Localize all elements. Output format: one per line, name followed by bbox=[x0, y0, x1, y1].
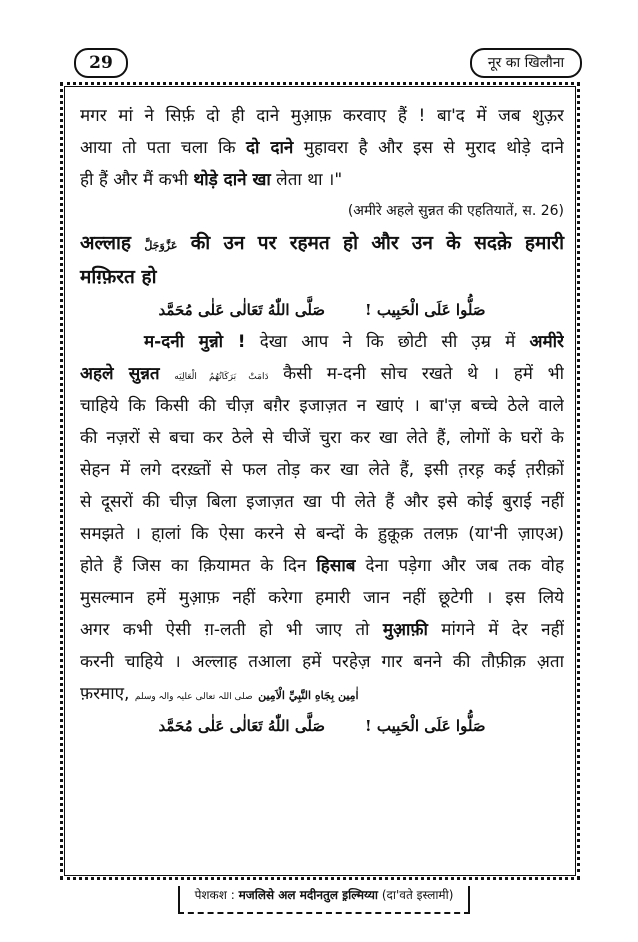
emphasis: म-दनी मुन्नो ! bbox=[144, 332, 246, 352]
text-line: मुसल्मान हमें मुआ़फ़ नहीं करेगा हमारी जान नहीं छूटेगी । इस लिये bbox=[80, 588, 564, 608]
arabic-honorific: صلی اللہ تعالی علیہ والہ وسلم bbox=[134, 692, 253, 702]
text-line: फ़रमाए, اٰمِين بِجَاهِ النَّبِيِّ الْاَمِين صلی اللہ تعالی علیہ والہ وسلم bbox=[80, 684, 359, 704]
emphasis: अहले सुन्नत bbox=[80, 364, 160, 384]
reference-citation: (अमीरे अहले सुन्नत की एहतियातें, स. 26) bbox=[347, 203, 564, 219]
text-line: होते हैं जिस का क़ियामत के दिन हिसाब देना पड़ेगा और जब तक वोह bbox=[80, 556, 564, 576]
emphasis: दो दाने bbox=[246, 138, 294, 158]
emphasis: थोड़े दाने खा bbox=[193, 170, 271, 190]
text-line: से दूसरों की चीज़ बिला इजाज़त खा पी लेते हैं और इसे कोई बुराई नहीं bbox=[80, 492, 564, 512]
salawat-line: صَلُّوا عَلَى الْحَبِيب !صَلَّى اللّٰهُ تَعَالٰى عَلٰى مُحَمَّد bbox=[158, 717, 486, 735]
text-line: समझते । हा़लां कि ऐसा करने से बन्दों के ह़ुक़ूक़ तलफ़ (या'नी ज़ाएअ) bbox=[80, 524, 564, 544]
text-line: चाहिये कि किसी की चीज़ बग़ैर इजाज़त न खाएं । बा'ज़ बच्चे ठेले वाले bbox=[80, 396, 564, 416]
publisher-name: मजलिसे अल मदीनतुल इ़ल्मिय्या bbox=[238, 888, 379, 902]
text-line: ही हैं और मैं कभी थोड़े दाने खा लेता था ।" bbox=[80, 170, 343, 190]
text-line: की नज़रों से बचा कर ठेले से चीजें चुरा कर खा लेते हैं, लोगों के घरों के bbox=[80, 428, 564, 448]
arabic-honorific: عَزَّوَجَلَّ bbox=[144, 239, 178, 252]
arabic-honorific: دَامَتْ بَرَكَاتُهُمُ الْعَالِيَه bbox=[174, 372, 269, 382]
text-line: करनी चाहिये । अल्लाह तआला हमें परहेज़ गार बनने की तौफ़ीक़ अ़ता bbox=[80, 652, 564, 672]
text-line: मगर मां ने सिर्फ़ दो ही दाने मुआ़फ़ करवाए हैं ! बा'द में जब शुऊ़र bbox=[80, 106, 564, 126]
prayer-heading: अल्लाह عَزَّوَجَلَّ की उन पर रहमत हो और उन के सदक़े हमारी bbox=[80, 232, 564, 254]
text-line: सेहन में लगे दरख़्तों से फल तोड़ कर खा लेते हैं, इसी त़रह़ कई त़रीक़ों bbox=[80, 460, 564, 480]
footer-dashed-line bbox=[178, 912, 470, 914]
emphasis: मुआ़फ़ी bbox=[382, 620, 428, 640]
emphasis: हिसाब bbox=[316, 556, 356, 576]
book-title: नूर का खिलौना bbox=[470, 48, 582, 78]
text-line: आया तो पता चला कि दो दाने मुहावरा है और इस से मुराद थोड़े दाने bbox=[80, 138, 564, 158]
text-line: अहले सुन्नत دَامَتْ بَرَكَاتُهُمُ الْعَالِيَه कैसी म-दनी सोच रखते थे । हमें भी bbox=[80, 364, 564, 384]
text-line: म-दनी मुन्नो ! देखा आप ने कि छोटी सी उ़म्र में अमीरे bbox=[144, 332, 564, 352]
page-content bbox=[80, 100, 564, 742]
arabic-dua: اٰمِين بِجَاهِ النَّبِيِّ الْاَمِين bbox=[258, 689, 359, 702]
text-line: अगर कभी ऐसी ग़-लती हो भी जाए तो मुआ़फ़ी मांगने में देर नहीं bbox=[80, 620, 564, 640]
prayer-heading-cont: मग़्फ़िरत हो bbox=[80, 266, 157, 288]
footer bbox=[178, 886, 470, 920]
emphasis: अमीरे bbox=[529, 332, 564, 352]
salawat-line: صَلُّوا عَلَى الْحَبِيب !صَلَّى اللّٰهُ تَعَالٰى عَلٰى مُحَمَّد bbox=[158, 301, 486, 319]
page-number: 29 bbox=[74, 48, 128, 78]
footer-credit: पेशकश : मजलिसे अल मदीनतुल इ़ल्मिय्या (दा'वते इस्लामी) bbox=[194, 888, 454, 902]
